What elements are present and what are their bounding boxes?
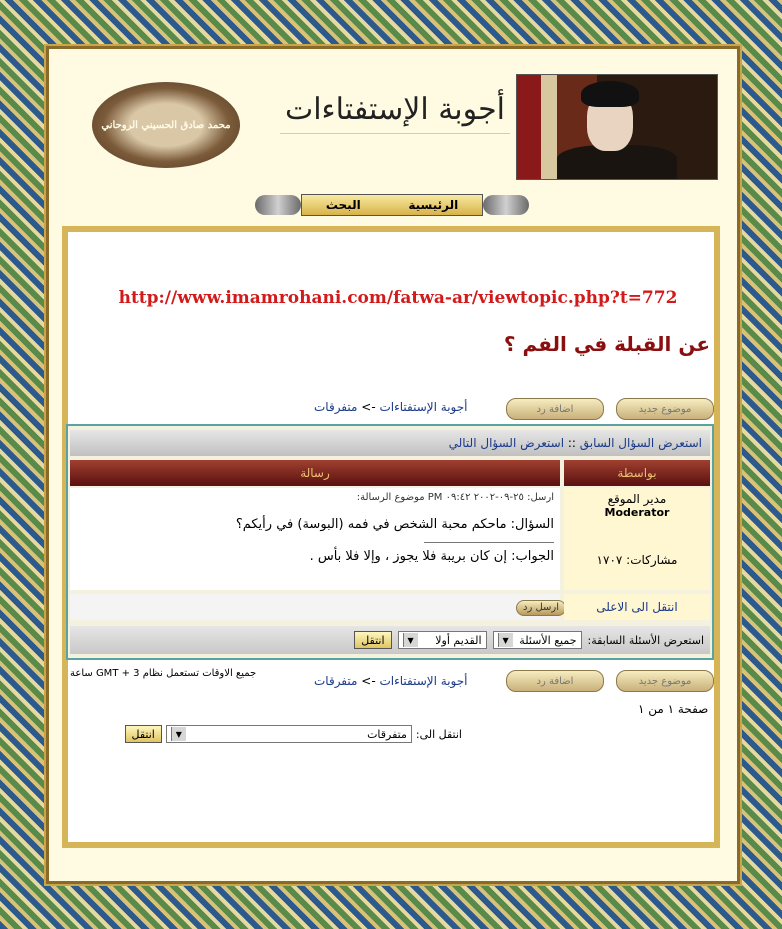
topic-nav-row bbox=[70, 430, 710, 456]
back-to-top-cell bbox=[564, 594, 710, 620]
filter-order-select[interactable] bbox=[398, 631, 487, 649]
scholar-portrait-image bbox=[516, 74, 718, 180]
chevron-down-icon: ▼ bbox=[403, 633, 418, 647]
nav-bar bbox=[301, 194, 483, 216]
jump-label: انتقل الى: bbox=[415, 727, 462, 741]
breadcrumb-forum-link-bottom[interactable]: أجوبة الإستفتاءات bbox=[379, 674, 468, 688]
posts-label: مشاركات: bbox=[626, 553, 678, 567]
filter-range-select[interactable] bbox=[493, 631, 582, 649]
chevron-down-icon: ▼ bbox=[498, 633, 513, 647]
posts-count: ١٧٠٧ bbox=[596, 553, 623, 567]
post-author-panel bbox=[564, 488, 710, 590]
author-name: مدير الموقع bbox=[607, 492, 667, 506]
jump-forum-select[interactable] bbox=[166, 725, 412, 743]
author-rank: Moderator bbox=[604, 506, 670, 519]
breadcrumb-separator-bottom: -> bbox=[361, 674, 376, 688]
post-question: السؤال: ماحكم محبة الشخص في فمه (البوسة) في رأيكم؟ bbox=[235, 517, 554, 532]
main-navbar bbox=[252, 192, 532, 218]
filter-order-value: القديم أولا bbox=[435, 633, 482, 647]
prev-question-link[interactable]: استعرض السؤال السابق bbox=[579, 436, 702, 450]
post-answer: الجواب: إن كان بريبة فلا يجوز ، وإلا فلا بأس . bbox=[309, 549, 554, 564]
site-header bbox=[92, 72, 718, 180]
previous-posts-filter bbox=[70, 626, 710, 654]
quote-reply-button[interactable]: ارسل رد bbox=[516, 600, 566, 616]
new-topic-button[interactable]: موضوع جديد bbox=[616, 398, 714, 420]
calligraphy-seal-logo bbox=[92, 82, 240, 168]
filter-go-button[interactable]: انتقل bbox=[354, 631, 391, 649]
breadcrumb bbox=[314, 400, 468, 414]
seal-text: محمد صادق الحسيني الروحاني bbox=[101, 119, 231, 131]
breadcrumb-forum-link[interactable]: أجوبة الإستفتاءات bbox=[379, 400, 468, 414]
post-footer bbox=[70, 594, 560, 620]
chevron-down-icon: ▼ bbox=[171, 727, 186, 741]
jump-go-button[interactable]: انتقل bbox=[125, 725, 162, 743]
breadcrumb-category-link-bottom[interactable]: متفرقات bbox=[314, 674, 358, 688]
nav-home-link[interactable]: الرئيسية bbox=[408, 198, 459, 212]
post-table bbox=[66, 424, 714, 660]
author-posts bbox=[564, 553, 710, 567]
nav-ornament-right bbox=[483, 195, 529, 215]
topic-title[interactable]: عن القبلة في الفم ؟ bbox=[503, 332, 710, 356]
post-meta: ارسل: ٢٥-٠٩-٢٠٠٢ ٠٩:٤٢ PM موضوع الرسالة: bbox=[356, 492, 554, 503]
next-question-link[interactable]: استعرض السؤال التالي bbox=[448, 436, 565, 450]
reply-button[interactable]: اضافة رد bbox=[506, 398, 604, 420]
breadcrumb-category-link[interactable]: متفرقات bbox=[314, 400, 358, 414]
jump-forum-value: متفرقات bbox=[367, 727, 407, 741]
breadcrumb-bottom bbox=[314, 674, 468, 688]
back-to-top-link[interactable]: انتقل الى الاعلى bbox=[596, 600, 678, 614]
page-url: http://www.imamrohani.com/fatwa-ar/viewtopic.php?t=772 bbox=[118, 288, 678, 308]
prev-filter-label: استعرض الأسئلة السابقة: bbox=[587, 633, 704, 647]
pagination-text: صفحة ١ من ١ bbox=[638, 702, 709, 716]
topic-nav-separator: :: bbox=[567, 436, 576, 450]
post-body bbox=[70, 488, 560, 590]
post-divider bbox=[424, 542, 554, 543]
site-title: أجوبة الإستفتاءات bbox=[280, 92, 510, 134]
reply-button-bottom[interactable]: اضافة رد bbox=[506, 670, 604, 692]
nav-search-link[interactable]: البحث bbox=[325, 198, 361, 212]
nav-ornament-left bbox=[255, 195, 301, 215]
message-column-header: رسالة bbox=[70, 460, 560, 486]
breadcrumb-separator: -> bbox=[361, 400, 376, 414]
new-topic-button-bottom[interactable]: موضوع جديد bbox=[616, 670, 714, 692]
portrait-turban bbox=[581, 81, 639, 107]
timezone-note: جميع الاوقات تستعمل نظام GMT + 3 ساعة bbox=[70, 668, 257, 679]
filter-range-value: جميع الأسئلة bbox=[519, 633, 577, 647]
author-column-header: بواسطة bbox=[564, 460, 710, 486]
jump-to-forum bbox=[122, 724, 462, 744]
